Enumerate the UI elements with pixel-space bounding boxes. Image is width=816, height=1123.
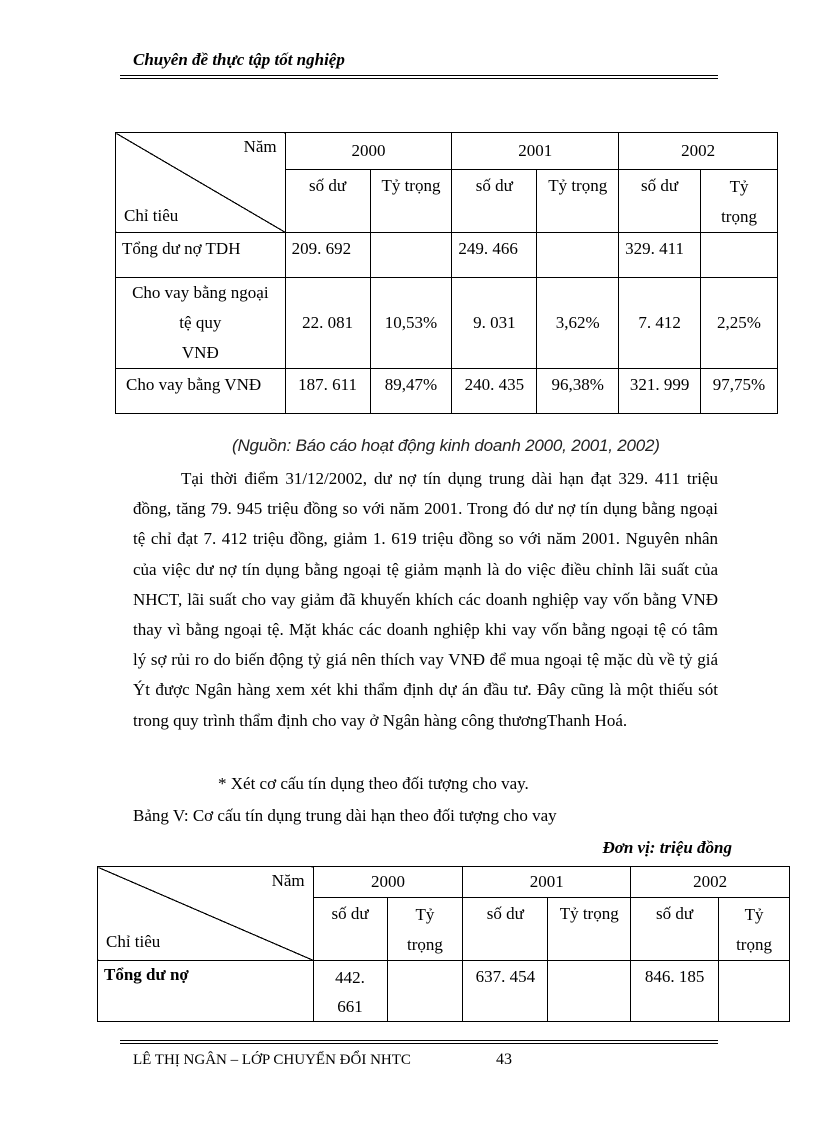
cell-value: 22. 081 [285,278,370,369]
row-label [116,278,286,369]
year-header: 2002 [631,867,790,898]
cell-value [548,961,631,1022]
sub-header-line: trọng [736,935,772,954]
table-row [116,369,778,414]
cell-value: 10,53% [370,278,452,369]
cell-value: 240. 435 [452,369,537,414]
sub-header: Tỷ trọng [370,170,452,233]
sub-header: Tỷ trọng [548,898,631,961]
cell-value: 97,75% [701,369,778,414]
body-paragraph [133,464,718,736]
sub-header-line: trọng [407,935,443,954]
table-credit-structure-currency [115,132,778,414]
cell-value: 187. 611 [285,369,370,414]
row-label: Tổng dư nợ TDH [116,233,286,278]
cell-value: 846. 185 [631,961,719,1022]
sub-header: số dư [313,898,387,961]
cell-value: 249. 466 [452,233,537,278]
footer-rule [120,1040,718,1041]
sub-header-line: Tỷ [744,905,764,924]
cell-value: 7. 412 [619,278,701,369]
header-rule [120,75,718,76]
year-header: 2000 [285,133,452,170]
corner-indicator-label: Chỉ tiêu [124,206,179,225]
cell-value-line: 442. [335,968,365,987]
cell-value [537,233,619,278]
table-credit-structure-borrower [97,866,790,1022]
header-rule [120,78,718,79]
cell-value: 89,47% [370,369,452,414]
table-row [116,233,778,278]
paragraph-text: Tại thời điểm 31/12/2002, dư nợ tín dụng trung dài hạn đạt 329. 411 triệu đồng, tăng 79. 945 triệu đồng so với năm 2001. Trong đó dư nợ tín dụng bằng ngoại tệ chỉ đạt 7. 412 triệu đồng, giảm 1. 619 triệu đồng so với năm 2001. Nguyên nhân của việc dư nợ tín dụng bằng ngoại tệ giảm mạnh là do việc điều chỉnh lãi suất của NHCT, lãi suất cho vay giảm đã khuyến khích các doanh nghiệp vay vốn bằng VNĐ thay vì bằng ngoại tệ. Mặt khác các doanh nghiệp khi vay vốn bằng ngoại tệ có tâm lý sợ rủi ro do biến động tỷ giá nên thích vay VNĐ để mua ngoại tệ mặc dù về tỷ giá Ýt được Ngân hàng xem xét khi thẩm định dự án đầu tư. Đây cũng là một thiếu sót trong quy trình thẩm định cho vay ở Ngân hàng công thươngThanh Hoá. [133,469,718,730]
page-number: 43 [496,1051,512,1068]
row-label-line: Cho vay bằng ngoại [132,283,269,302]
table-row [116,278,778,369]
cell-value: 96,38% [537,369,619,414]
sub-header [387,898,463,961]
cell-value-line: 661 [337,997,363,1016]
sub-header: số dư [619,170,701,233]
corner-year-label: Năm [243,137,277,156]
cell-value [370,233,452,278]
footer-author: LÊ THỊ NGÂN – LỚP CHUYỂN ĐỔI NHTC [133,1052,411,1068]
sub-header-line: Tỷ [415,905,435,924]
year-header: 2001 [452,133,619,170]
unit-label: Đơn vị: triệu đồng [602,838,732,857]
corner-header [98,867,314,961]
table-row [98,961,790,1022]
cell-value: 209. 692 [285,233,370,278]
cell-value: 3,62% [537,278,619,369]
table-source-note: (Nguồn: Báo cáo hoạt động kinh doanh 2000, 2001, 2002) [232,436,660,455]
table-caption: Bảng V: Cơ cấu tín dụng trung dài hạn theo đối tượng cho vay [133,806,557,825]
cell-value: 321. 999 [619,369,701,414]
row-label-line: tệ quy [179,313,222,332]
cell-value [719,961,790,1022]
sub-header: số dư [463,898,548,961]
cell-value: 329. 411 [619,233,701,278]
sub-header: số dư [452,170,537,233]
sub-header [701,170,778,233]
row-label: Tổng dư nợ [98,961,314,1022]
row-label: Cho vay bằng VNĐ [116,369,286,414]
sub-header: số dư [285,170,370,233]
sub-header: Tỷ trọng [537,170,619,233]
cell-value: 2,25% [701,278,778,369]
year-header: 2001 [463,867,631,898]
cell-value: 637. 454 [463,961,548,1022]
corner-indicator-label: Chỉ tiêu [106,932,161,951]
cell-value [387,961,463,1022]
document-header: Chuyên đề thực tập tốt nghiệp [133,50,345,69]
sub-header-line: trọng [721,207,757,226]
footer-rule [120,1043,718,1044]
section-bullet: * Xét cơ cấu tín dụng theo đối tượng cho vay. [218,774,529,793]
cell-value [313,961,387,1022]
cell-value: 9. 031 [452,278,537,369]
corner-year-label: Năm [271,871,305,890]
row-label-line: VNĐ [181,343,219,362]
sub-header: số dư [631,898,719,961]
sub-header-line: Tỷ [729,177,749,196]
sub-header [719,898,790,961]
year-header: 2002 [619,133,778,170]
corner-header [116,133,286,233]
year-header: 2000 [313,867,463,898]
cell-value [701,233,778,278]
